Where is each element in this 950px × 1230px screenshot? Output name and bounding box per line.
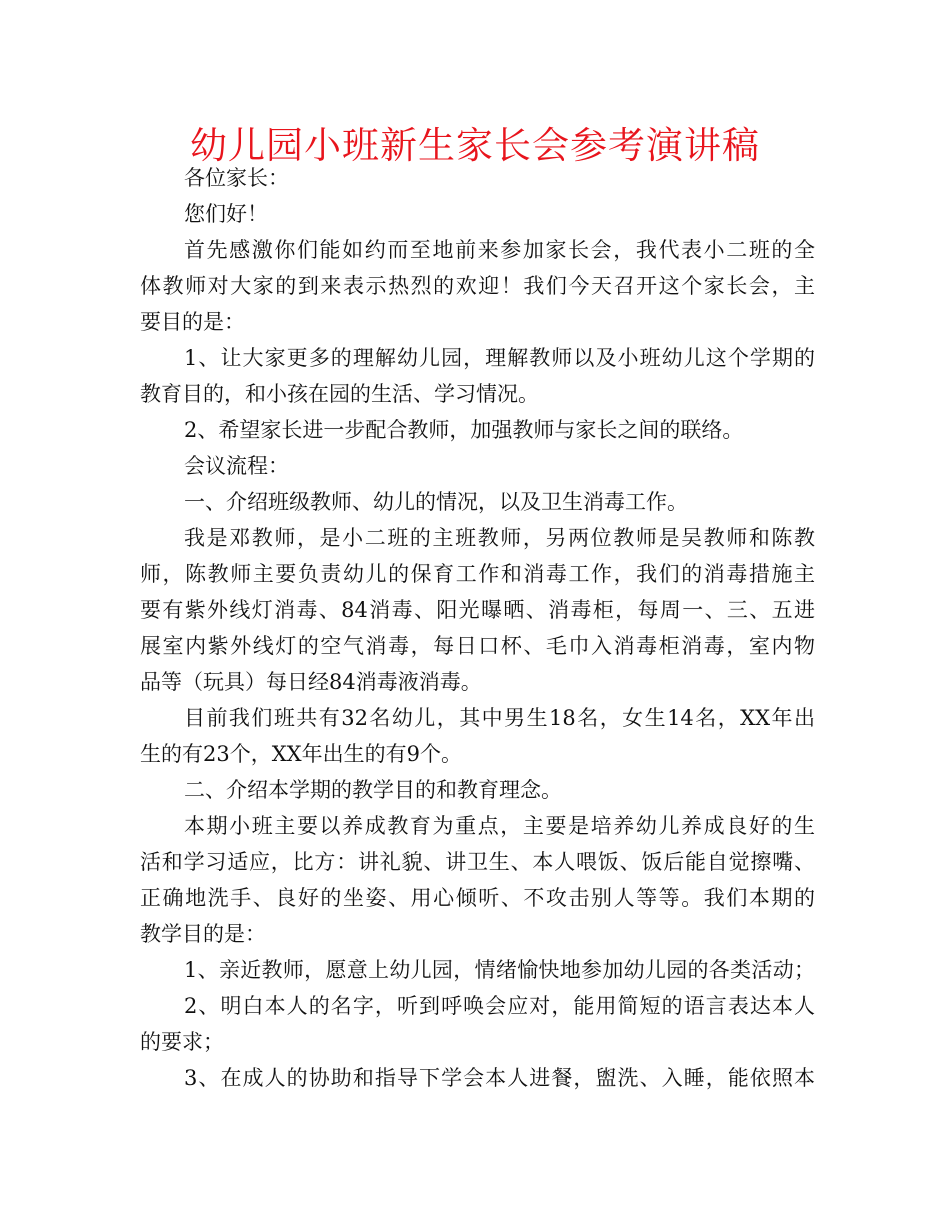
- text-line: 正确地洗手、良好的坐姿、用心倾听、不攻击别人等等。我们本期的: [140, 886, 815, 910]
- text-line: 师，陈教师主要负责幼儿的保育工作和消毒工作，我们的消毒措施主: [140, 562, 815, 586]
- text-line: 活和学习适应，比方：讲礼貌、讲卫生、本人喂饭、饭后能自觉擦嘴、: [140, 850, 815, 874]
- text-line: 本期小班主要以养成教育为重点，主要是培养幼儿养成良好的生: [184, 814, 815, 838]
- text-line: 1、让大家更多的理解幼儿园，理解教师以及小班幼儿这个学期的: [184, 346, 815, 370]
- text-line: 生的有23个，XX年出生的有9个。: [140, 742, 462, 766]
- text-line: 您们好！: [184, 202, 268, 226]
- text-line: 各位家长：: [184, 166, 289, 190]
- text-line: 的要求；: [140, 1030, 224, 1054]
- text-line: 会议流程：: [184, 454, 289, 478]
- text-line: 一、介绍班级教师、幼儿的情况，以及卫生消毒工作。: [184, 490, 688, 514]
- text-line: 展室内紫外线灯的空气消毒，每日口杯、毛巾入消毒柜消毒，室内物: [140, 634, 815, 658]
- text-line: 要目的是：: [140, 310, 245, 334]
- document-title: 幼儿园小班新生家长会参考演讲稿: [190, 124, 760, 167]
- text-line: 2、希望家长进一步配合教师，加强教师与家长之间的联络。: [184, 418, 744, 442]
- text-line: 要有紫外线灯消毒、84消毒、阳光曝晒、消毒柜，每周一、三、五进: [140, 598, 815, 622]
- text-line: 品等（玩具）每日经84消毒液消毒。: [140, 670, 482, 694]
- text-line: 目前我们班共有32名幼儿，其中男生18名，女生14名，XX年出: [184, 706, 815, 730]
- text-line: 1、亲近教师，愿意上幼儿园，情绪愉快地参加幼儿园的各类活动；: [184, 958, 815, 982]
- text-line: 3、在成人的协助和指导下学会本人进餐，盥洗、入睡，能依照本: [184, 1066, 815, 1090]
- text-line: 教育目的，和小孩在园的生活、学习情况。: [140, 382, 539, 406]
- text-line: 2、明白本人的名字，听到呼唤会应对，能用简短的语言表达本人: [184, 994, 815, 1018]
- text-line: 首先感激你们能如约而至地前来参加家长会，我代表小二班的全: [184, 238, 815, 262]
- text-line: 教学目的是：: [140, 922, 266, 946]
- text-line: 体教师对大家的到来表示热烈的欢迎！我们今天召开这个家长会，主: [140, 274, 815, 298]
- text-line: 二、介绍本学期的教学目的和教育理念。: [184, 778, 562, 802]
- document-body: [140, 160, 815, 1096]
- text-line: 我是邓教师，是小二班的主班教师，另两位教师是吴教师和陈教: [184, 526, 815, 550]
